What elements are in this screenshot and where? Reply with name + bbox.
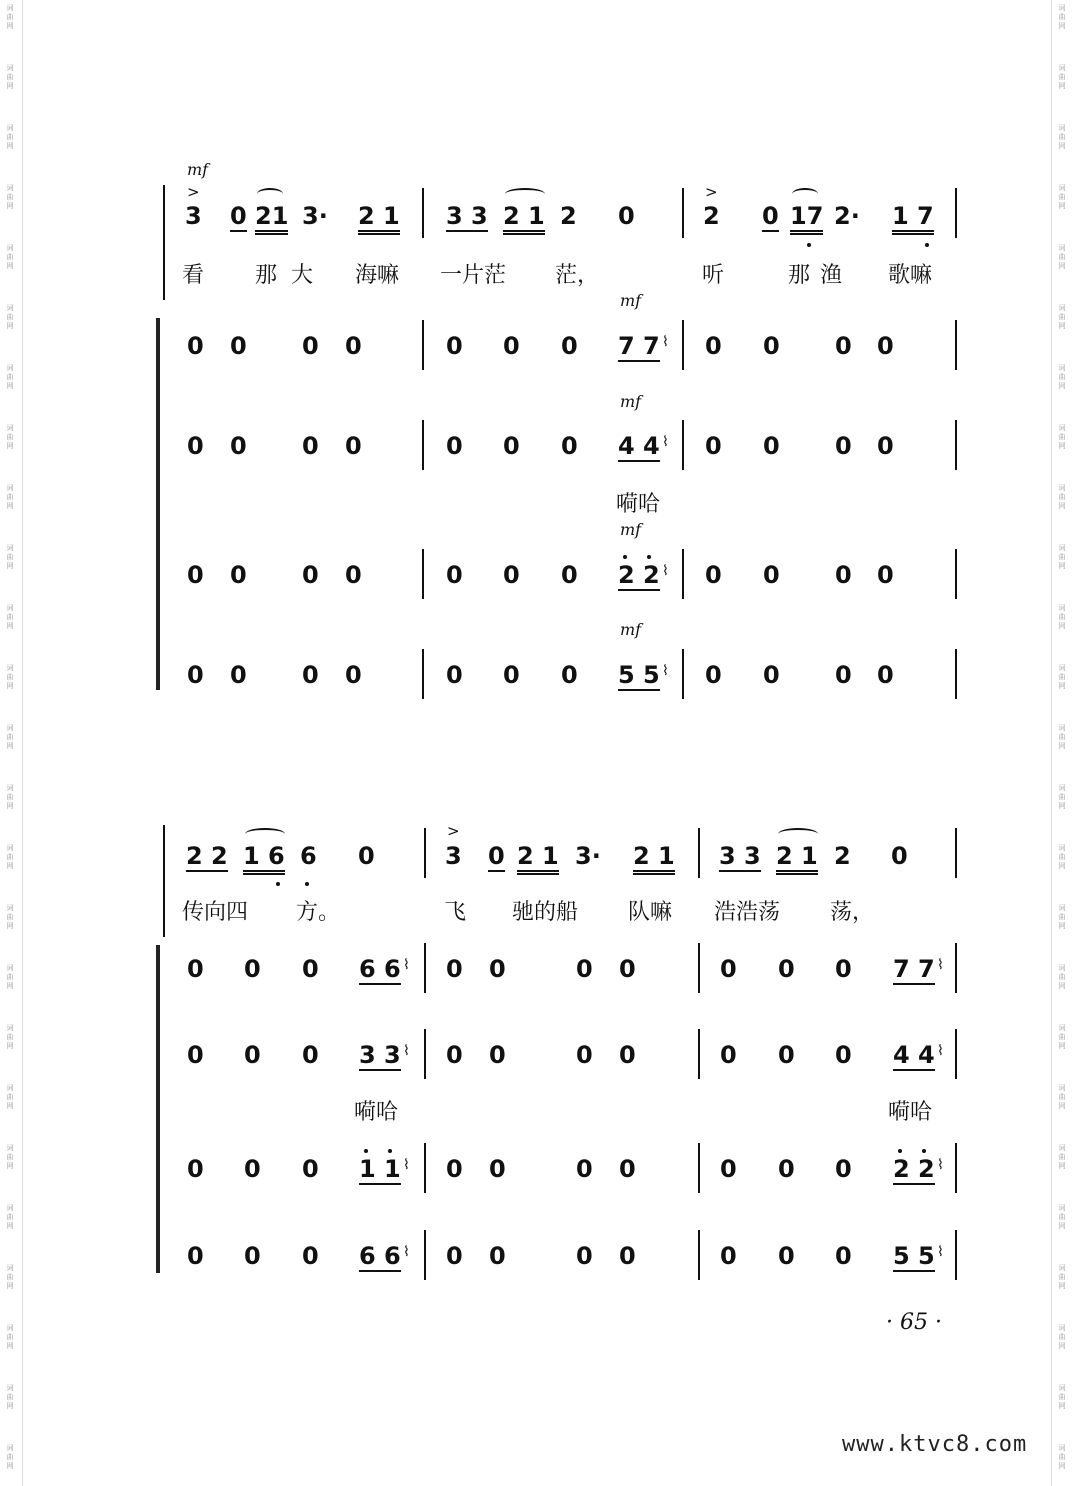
system2-melody-left-bar (163, 825, 165, 937)
part-note: 0 (244, 1155, 261, 1183)
part-note: 0 (705, 661, 722, 689)
barline (955, 188, 957, 238)
part-note: 0 (446, 661, 463, 689)
part-note: 0 (576, 1155, 593, 1183)
part-note: 0 (619, 1041, 636, 1069)
side-watermark-stamp: 词 曲 网 (6, 844, 14, 870)
part-note: 0 (345, 561, 362, 589)
part-note: 0 (619, 955, 636, 983)
s1-note: 17 (790, 202, 823, 235)
part-note: 0 (778, 1155, 795, 1183)
side-watermark-stamp: 词 曲 网 (1058, 304, 1066, 330)
accent-mark: > (187, 183, 200, 201)
s1-note: 0 (618, 202, 635, 230)
barline (698, 828, 700, 878)
side-watermark-stamp: 词 曲 网 (6, 1144, 14, 1170)
glissando-mark: ⌇ (937, 1244, 944, 1260)
part-note: 0 (187, 955, 204, 983)
high-octave-dot (364, 1149, 368, 1153)
part-note: 0 (705, 561, 722, 589)
glissando-mark: ⌇ (937, 1157, 944, 1173)
high-octave-dot (922, 1149, 926, 1153)
left-watermark-strip (0, 0, 23, 1486)
part-note: 0 (705, 432, 722, 460)
barline (424, 1143, 426, 1193)
lyric: 茫， (555, 263, 600, 288)
part-note: 0 (489, 955, 506, 983)
part-note: 0 (489, 1155, 506, 1183)
side-watermark-stamp: 词 曲 网 (6, 724, 14, 750)
part-note: 0 (345, 432, 362, 460)
part-note: 0 (503, 332, 520, 360)
side-watermark-stamp: 词 曲 网 (1058, 244, 1066, 270)
side-watermark-stamp: 词 曲 网 (1058, 1144, 1066, 1170)
s2-note: 2 1 (517, 842, 559, 875)
part-note: 0 (230, 661, 247, 689)
part-note: 0 (302, 1155, 319, 1183)
part-note: 0 (720, 1041, 737, 1069)
high-octave-dot (898, 1149, 902, 1153)
side-watermark-stamp: 词 曲 网 (1058, 364, 1066, 390)
side-watermark-stamp: 词 曲 网 (1058, 64, 1066, 90)
part-note: 0 (187, 432, 204, 460)
part-note: 0 (877, 332, 894, 360)
side-watermark-stamp: 词 曲 网 (1058, 1264, 1066, 1290)
barline (682, 188, 684, 238)
side-watermark-stamp: 词 曲 网 (6, 784, 14, 810)
part-note: 0 (302, 955, 319, 983)
side-watermark-stamp: 词 曲 网 (1058, 544, 1066, 570)
side-watermark-stamp: 词 曲 网 (1058, 184, 1066, 210)
s1-note: 3 (185, 202, 202, 230)
part-note: 5 5 (893, 1242, 935, 1270)
site-watermark: www.ktvc8.com (842, 1432, 1028, 1457)
part-note: 6 6 (359, 1242, 401, 1270)
s1-note: 3· (302, 202, 328, 230)
barline (955, 420, 957, 470)
barline (955, 1029, 957, 1079)
part-note: 0 (778, 1041, 795, 1069)
part-note: 0 (619, 1155, 636, 1183)
part-note: 0 (705, 332, 722, 360)
s1-note: 21 (255, 202, 288, 235)
part-note: 0 (835, 1242, 852, 1270)
part-note: 0 (345, 661, 362, 689)
glissando-mark: ⌇ (662, 663, 669, 679)
s2-note: 3 (445, 842, 462, 870)
part-note: 0 (561, 332, 578, 360)
s1-note: 2 1 (358, 202, 400, 235)
s2-note: 2 (834, 842, 851, 870)
side-watermark-stamp: 词 曲 网 (6, 964, 14, 990)
low-octave-dot (305, 882, 309, 886)
system1-melody-left-bar (163, 185, 165, 300)
tie-mark (505, 188, 545, 200)
s2-note: 2 1 (633, 842, 675, 875)
side-watermark-stamp: 词 曲 网 (6, 544, 14, 570)
vocal-call: 嗬哈 (616, 492, 661, 517)
part-note: 0 (187, 1155, 204, 1183)
side-watermark-stamp: 词 曲 网 (1058, 904, 1066, 930)
glissando-mark: ⌇ (662, 334, 669, 350)
part-note: 0 (187, 1041, 204, 1069)
part-note: 0 (877, 661, 894, 689)
barline (955, 943, 957, 993)
part-note: 0 (302, 332, 319, 360)
part-note: 0 (561, 432, 578, 460)
part-note: 0 (446, 332, 463, 360)
part-note: 0 (446, 1242, 463, 1270)
part-note: 0 (302, 432, 319, 460)
barline (955, 828, 957, 878)
tie-mark (792, 188, 818, 200)
system1-choir-brace (156, 318, 160, 690)
part-note: 0 (345, 332, 362, 360)
barline (422, 320, 424, 370)
side-watermark-stamp: 词 曲 网 (6, 184, 14, 210)
high-octave-dot (647, 555, 651, 559)
part-note: 0 (835, 1155, 852, 1183)
side-watermark-stamp: 词 曲 网 (6, 364, 14, 390)
dynamic-mf: mf (620, 620, 642, 639)
part-note: 0 (302, 1041, 319, 1069)
lyric: 那大 (255, 263, 328, 288)
side-watermark-stamp: 词 曲 网 (6, 604, 14, 630)
high-octave-dot (623, 555, 627, 559)
part-note: 0 (187, 661, 204, 689)
barline (955, 320, 957, 370)
s2-note: 0 (358, 842, 375, 870)
side-watermark-stamp: 词 曲 网 (1058, 1204, 1066, 1230)
side-watermark-stamp: 词 曲 网 (6, 664, 14, 690)
s1-note: 0 (762, 202, 779, 230)
part-note: 0 (763, 561, 780, 589)
barline (424, 1230, 426, 1280)
side-watermark-stamp: 词 曲 网 (6, 4, 14, 30)
glissando-mark: ⌇ (937, 1043, 944, 1059)
s2-note: 1 6 (243, 842, 285, 875)
lyric: 一片茫 (440, 263, 507, 288)
high-octave-dot (388, 1149, 392, 1153)
part-note: 0 (835, 332, 852, 360)
side-watermark-stamp: 词 曲 网 (6, 1324, 14, 1350)
side-watermark-stamp: 词 曲 网 (1058, 1084, 1066, 1110)
lyric: 那渔 (788, 263, 853, 288)
part-note: 0 (561, 661, 578, 689)
dynamic-mf: mf (620, 291, 642, 310)
part-note: 0 (835, 661, 852, 689)
s2-note: 6 (300, 842, 317, 870)
lyric: 传向四 (182, 900, 249, 925)
barline (698, 1029, 700, 1079)
lyric: 驰的船 (512, 900, 579, 925)
side-watermark-stamp: 词 曲 网 (6, 304, 14, 330)
dynamic-mf: mf (187, 160, 209, 179)
side-watermark-stamp: 词 曲 网 (6, 424, 14, 450)
part-note: 0 (576, 1041, 593, 1069)
part-note: 0 (187, 561, 204, 589)
s1-note: 1 7 (892, 202, 934, 235)
side-watermark-stamp: 词 曲 网 (6, 64, 14, 90)
side-watermark-stamp: 词 曲 网 (1058, 964, 1066, 990)
lyric: 歌嘛 (888, 263, 933, 288)
part-note: 0 (230, 332, 247, 360)
barline (422, 649, 424, 699)
part-note: 0 (778, 1242, 795, 1270)
s2-note: 3· (575, 842, 601, 870)
side-watermark-stamp: 词 曲 网 (6, 1264, 14, 1290)
part-note: 7 7 (618, 332, 660, 360)
part-note: 0 (446, 955, 463, 983)
side-watermark-stamp: 词 曲 网 (1058, 604, 1066, 630)
part-note: 0 (489, 1041, 506, 1069)
barline (682, 420, 684, 470)
barline (698, 943, 700, 993)
lyric: 浩浩荡 (714, 900, 781, 925)
side-watermark-stamp: 词 曲 网 (1058, 424, 1066, 450)
side-watermark-stamp: 词 曲 网 (1058, 124, 1066, 150)
s1-note: 2 1 (503, 202, 545, 235)
barline (698, 1143, 700, 1193)
part-note: 0 (302, 561, 319, 589)
part-note: 0 (446, 561, 463, 589)
barline (955, 1143, 957, 1193)
side-watermark-stamp: 词 曲 网 (1058, 1384, 1066, 1410)
s2-note: 0 (488, 842, 505, 870)
part-note: 0 (835, 955, 852, 983)
part-note: 4 4 (893, 1041, 935, 1069)
side-watermark-stamp: 词 曲 网 (6, 244, 14, 270)
barline (424, 943, 426, 993)
part-note: 0 (561, 561, 578, 589)
side-watermark-stamp: 词 曲 网 (6, 124, 14, 150)
part-note: 0 (576, 1242, 593, 1270)
side-watermark-stamp: 词 曲 网 (1058, 844, 1066, 870)
side-watermark-stamp: 词 曲 网 (1058, 4, 1066, 30)
part-note: 2 2 (893, 1155, 935, 1183)
part-note: 0 (244, 1041, 261, 1069)
lyric: 队嘛 (628, 900, 673, 925)
part-note: 0 (244, 955, 261, 983)
barline (422, 549, 424, 599)
part-note: 0 (187, 1242, 204, 1270)
part-note: 0 (720, 955, 737, 983)
right-watermark-strip (1051, 0, 1074, 1486)
dynamic-mf: mf (620, 392, 642, 411)
side-watermark-stamp: 词 曲 网 (6, 1084, 14, 1110)
part-note: 0 (619, 1242, 636, 1270)
part-note: 0 (763, 432, 780, 460)
barline (955, 549, 957, 599)
side-watermark-stamp: 词 曲 网 (1058, 724, 1066, 750)
barline (422, 420, 424, 470)
accent-mark: > (705, 183, 718, 201)
system2-choir-brace (156, 945, 160, 1273)
part-note: 0 (763, 332, 780, 360)
glissando-mark: ⌇ (403, 1244, 410, 1260)
s2-note: 0 (891, 842, 908, 870)
vocal-call: 嗬哈 (888, 1100, 933, 1125)
part-note: 0 (302, 1242, 319, 1270)
barline (698, 1230, 700, 1280)
glissando-mark: ⌇ (403, 957, 410, 973)
side-watermark-stamp: 词 曲 网 (6, 904, 14, 930)
part-note: 0 (446, 1155, 463, 1183)
part-note: 5 5 (618, 661, 660, 689)
side-watermark-stamp: 词 曲 网 (6, 1384, 14, 1410)
part-note: 0 (877, 561, 894, 589)
low-octave-dot (276, 882, 280, 886)
part-note: 0 (503, 661, 520, 689)
barline (682, 649, 684, 699)
side-watermark-stamp: 词 曲 网 (1058, 1444, 1066, 1470)
vocal-call: 嗬哈 (354, 1100, 399, 1125)
part-note: 0 (230, 432, 247, 460)
glissando-mark: ⌇ (403, 1043, 410, 1059)
low-octave-dot (807, 243, 811, 247)
side-watermark-stamp: 词 曲 网 (6, 1204, 14, 1230)
part-note: 0 (503, 561, 520, 589)
lyric: 海嘛 (355, 263, 400, 288)
s1-note: 2· (834, 202, 860, 230)
page-number: · 65 · (886, 1310, 942, 1335)
part-note: 0 (446, 1041, 463, 1069)
part-note: 0 (446, 432, 463, 460)
side-watermark-stamp: 词 曲 网 (6, 1024, 14, 1050)
s1-note: 2 (560, 202, 577, 230)
barline (424, 828, 426, 878)
lyric: 听 (702, 263, 725, 288)
part-note: 0 (763, 661, 780, 689)
side-watermark-stamp: 词 曲 网 (1058, 1024, 1066, 1050)
part-note: 0 (187, 332, 204, 360)
part-note: 6 6 (359, 955, 401, 983)
part-note: 0 (244, 1242, 261, 1270)
s2-note: 2 1 (776, 842, 818, 875)
side-watermark-stamp: 词 曲 网 (1058, 664, 1066, 690)
barline (682, 320, 684, 370)
glissando-mark: ⌇ (937, 957, 944, 973)
side-watermark-stamp: 词 曲 网 (1058, 484, 1066, 510)
side-watermark-stamp: 词 曲 网 (1058, 1324, 1066, 1350)
part-note: 0 (778, 955, 795, 983)
s1-note: 0 (230, 202, 247, 230)
glissando-mark: ⌇ (403, 1157, 410, 1173)
s1-note: 3 3 (446, 202, 488, 230)
s2-note: 3 3 (719, 842, 761, 870)
part-note: 7 7 (893, 955, 935, 983)
part-note: 0 (835, 1041, 852, 1069)
part-note: 3 3 (359, 1041, 401, 1069)
glissando-mark: ⌇ (662, 563, 669, 579)
s2-note: 2 2 (186, 842, 228, 870)
part-note: 0 (877, 432, 894, 460)
barline (422, 188, 424, 238)
tie-mark (245, 828, 285, 840)
barline (955, 649, 957, 699)
part-note: 0 (835, 432, 852, 460)
part-note: 0 (489, 1242, 506, 1270)
side-watermark-stamp: 词 曲 网 (6, 484, 14, 510)
accent-mark: > (447, 822, 460, 840)
part-note: 1 1 (359, 1155, 401, 1183)
tie-mark (778, 828, 818, 840)
glissando-mark: ⌇ (662, 434, 669, 450)
part-note: 0 (230, 561, 247, 589)
side-watermark-stamp: 词 曲 网 (1058, 784, 1066, 810)
dynamic-mf: mf (620, 520, 642, 539)
lyric: 方。 (296, 900, 341, 925)
low-octave-dot (925, 243, 929, 247)
barline (682, 549, 684, 599)
lyric: 荡， (830, 900, 875, 925)
part-note: 2 2 (618, 561, 660, 589)
barline (955, 1230, 957, 1280)
part-note: 0 (720, 1242, 737, 1270)
s1-note: 2 (703, 202, 720, 230)
part-note: 0 (302, 661, 319, 689)
part-note: 0 (720, 1155, 737, 1183)
part-note: 0 (503, 432, 520, 460)
side-watermark-stamp: 词 曲 网 (6, 1444, 14, 1470)
tie-mark (257, 188, 283, 200)
lyric: 飞 (444, 900, 467, 925)
part-note: 0 (576, 955, 593, 983)
part-note: 0 (835, 561, 852, 589)
part-note: 4 4 (618, 432, 660, 460)
lyric: 看 (182, 263, 205, 288)
barline (424, 1029, 426, 1079)
